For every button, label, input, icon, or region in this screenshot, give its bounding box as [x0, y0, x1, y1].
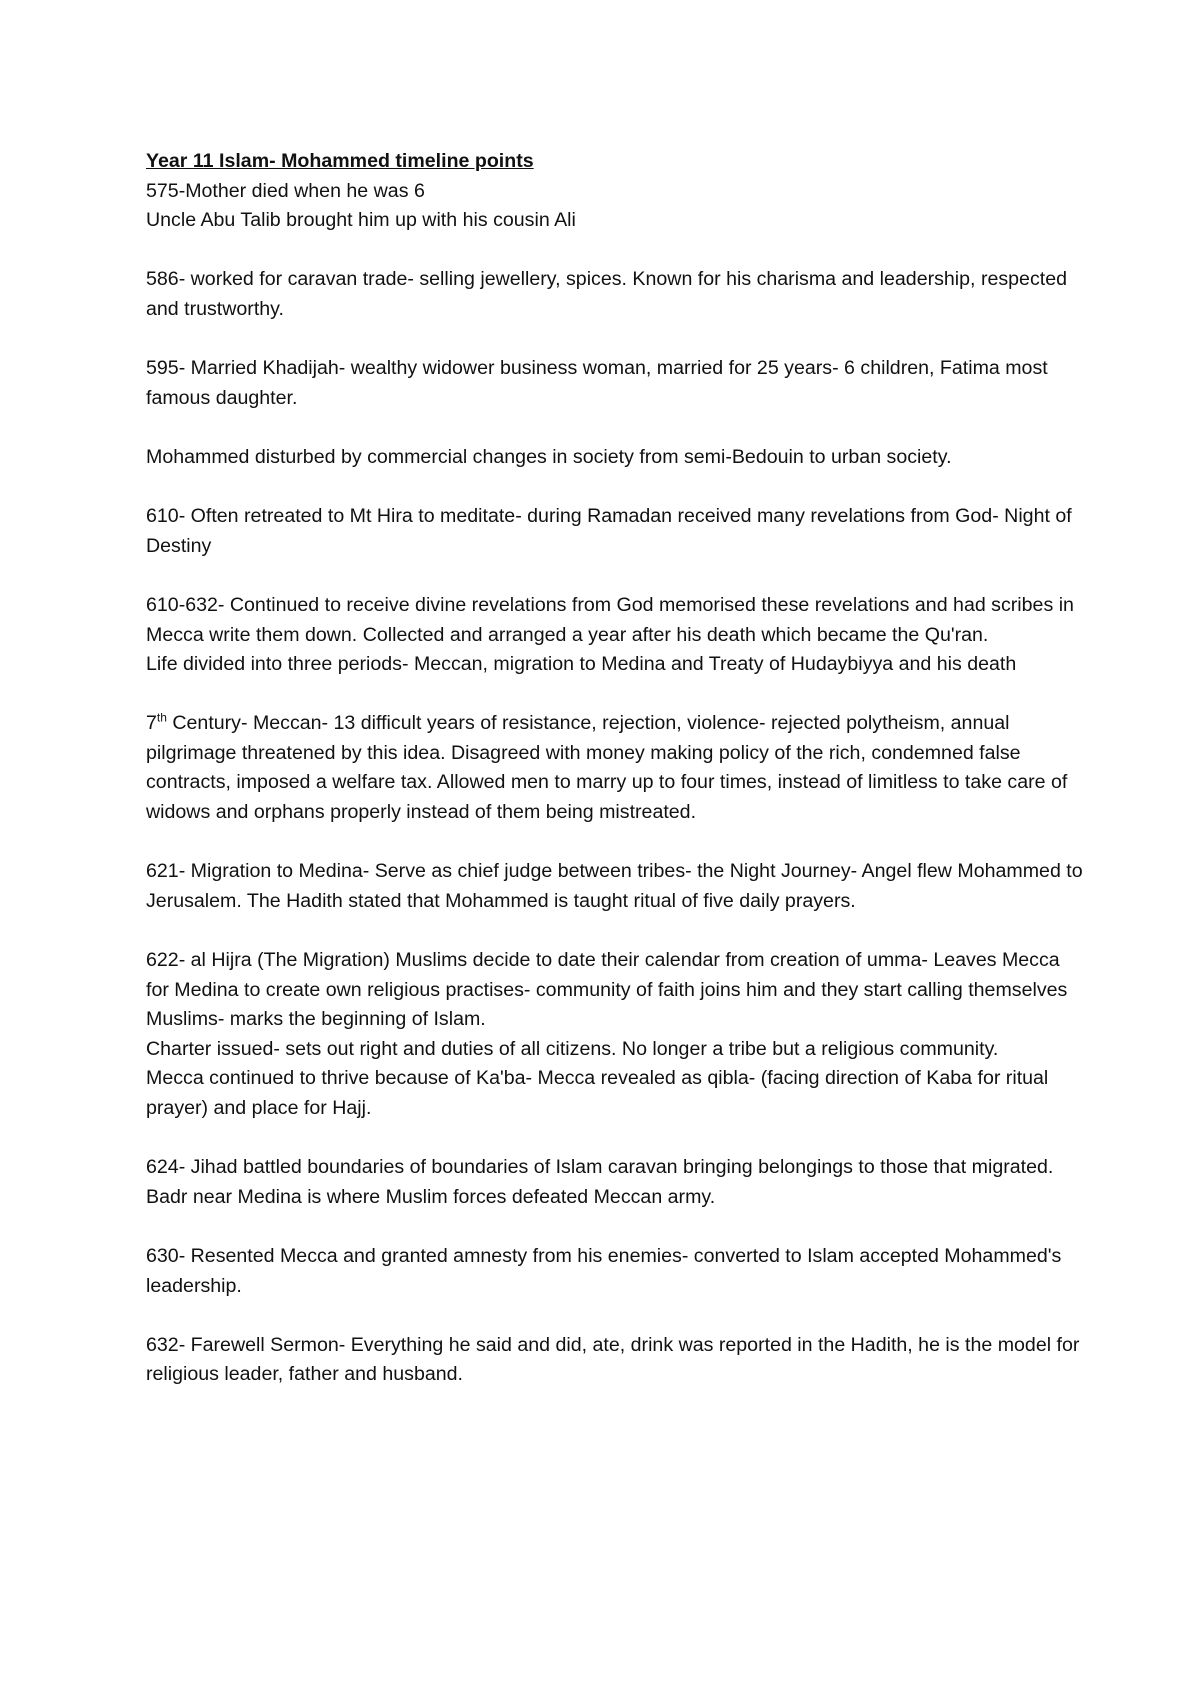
entry-line: 586- worked for caravan trade- selling jewellery, spices. Known for his charisma and leadership, respected and trustworthy.: [146, 268, 1067, 320]
timeline-entry-575: [146, 177, 1086, 236]
entry-line: [146, 709, 1086, 827]
entry-line: 595- Married Khadijah- wealthy widower business woman, married for 25 years- 6 children, Fatima most famous daughter.: [146, 357, 1048, 409]
timeline-entry-624: [146, 1153, 1086, 1212]
timeline-entry-586: [146, 265, 1086, 324]
entry-line: 621- Migration to Medina- Serve as chief judge between tribes- the Night Journey- Angel flew Mohammed to Jerusalem. The Hadith stated that Mohammed is taught ritual of five daily prayers.: [146, 860, 1083, 912]
century-number: 7: [146, 712, 157, 735]
entry-line: 622- al Hijra (The Migration) Muslims decide to date their calendar from creation of umma- Leaves Mecca for Medina to create own religious practises- community of faith joins him and they start calling themselves Muslims- marks the beginning of Islam.: [146, 949, 1068, 1031]
timeline-entry-632: [146, 1331, 1086, 1390]
entry-line: 632- Farewell Sermon- Everything he said and did, ate, drink was reported in the Hadith, he is the model for religious leader, father and husband.: [146, 1333, 1080, 1386]
timeline-entry-595: [146, 354, 1086, 413]
document-page: [146, 147, 1086, 1420]
entry-line: 610-632- Continued to receive divine revelations from God memorised these revelations and had scribes in Mecca write them down. Collected and arranged a year after his death which became the Qu'ran.: [146, 593, 1074, 646]
entry-line: Charter issued- sets out right and duties of all citizens. No longer a tribe but a religious community.: [146, 1037, 999, 1060]
timeline-entry-commercial-changes: [146, 443, 1086, 473]
timeline-entry-610: [146, 502, 1086, 561]
entry-line: 624- Jihad battled boundaries of boundaries of Islam caravan bringing belongings to those that migrated. Badr near Medina is where Muslim forces defeated Meccan army.: [146, 1156, 1054, 1208]
timeline-entry-610-632: [146, 591, 1086, 680]
entry-line: 575-Mother died when he was 6: [146, 179, 425, 202]
century-suffix: th: [156, 710, 167, 725]
page-title: Year 11 Islam- Mohammed timeline points: [146, 150, 534, 172]
timeline-entry-621: [146, 857, 1086, 916]
century-text: Century- Meccan- 13 difficult years of resistance, rejection, violence- rejected polytheism, annual pilgrimage threatened by this idea. Disagreed with money making policy of the rich, condemned false contracts, imposed a welfare tax. Allowed men to marry up to four times, instead of limitless to take care of widows and orphans properly instead of them being mistreated.: [146, 712, 1068, 824]
entry-line: Life divided into three periods- Meccan, migration to Medina and Treaty of Hudaybiyya and his death: [146, 653, 1017, 676]
entry-line: 630- Resented Mecca and granted amnesty from his enemies- converted to Islam accepted Mohammed's leadership.: [146, 1244, 1062, 1297]
timeline-entry-7th-century: [146, 709, 1086, 827]
entry-line: 610- Often retreated to Mt Hira to meditate- during Ramadan received many revelations from God- Night of Destiny: [146, 505, 1072, 557]
entry-line: Uncle Abu Talib brought him up with his cousin Ali: [146, 209, 576, 232]
entry-line: Mohammed disturbed by commercial changes in society from semi-Bedouin to urban society.: [146, 445, 952, 468]
timeline-entry-630: [146, 1242, 1086, 1301]
timeline-entry-622: [146, 946, 1086, 1124]
entry-line: Mecca continued to thrive because of Ka'ba- Mecca revealed as qibla- (facing direction of Kaba for ritual prayer) and place for Hajj.: [146, 1067, 1049, 1119]
